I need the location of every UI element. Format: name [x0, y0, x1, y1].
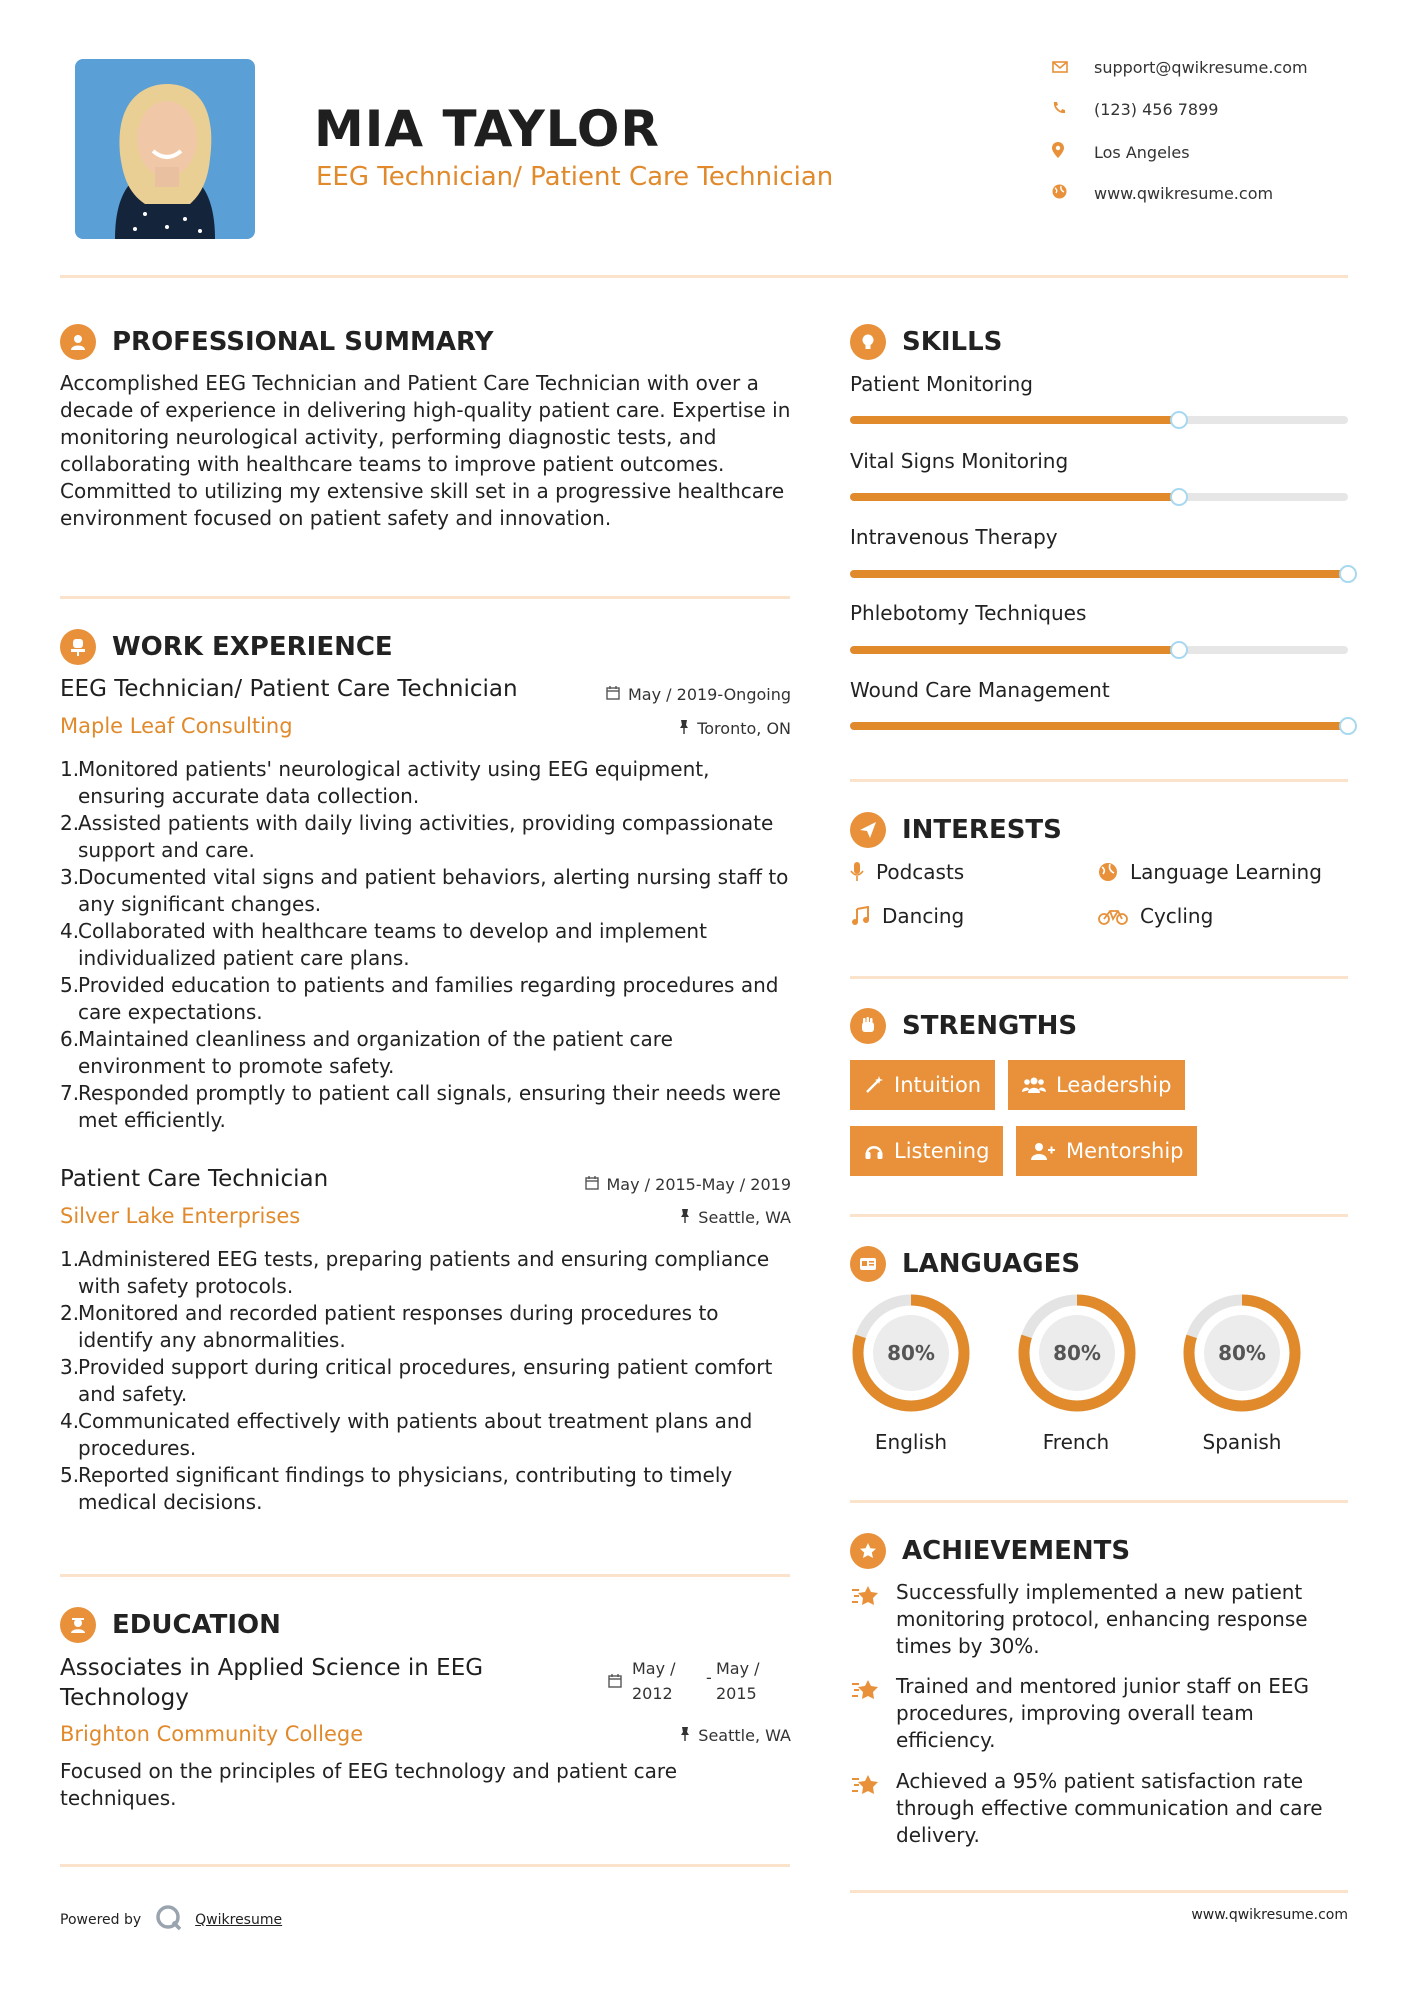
job-1-company: Maple Leaf Consulting — [60, 714, 293, 738]
skill-bar-fill — [850, 493, 1179, 501]
language-ring — [1016, 1292, 1138, 1418]
languages-heading — [850, 1246, 1080, 1282]
experience-divider — [60, 1574, 790, 1577]
language-label: Spanish — [1202, 1430, 1282, 1454]
education-degree — [60, 1653, 483, 1713]
skill-bar-knob — [1339, 565, 1357, 583]
experience-heading — [60, 629, 393, 665]
job-2-dates-text: May / 2015-May / 2019 — [606, 1175, 791, 1194]
skill-label: Intravenous Therapy — [850, 525, 1058, 549]
achievements-divider — [850, 1890, 1348, 1893]
magic-wand-icon — [864, 1075, 884, 1095]
interests-heading-text: INTERESTS — [902, 815, 1062, 845]
languages-heading-text: LANGUAGES — [902, 1249, 1081, 1279]
strengths-divider — [850, 1214, 1348, 1217]
skill-bar-fill — [850, 646, 1179, 654]
skill-bar-knob — [1170, 488, 1188, 506]
job-2-dates — [540, 1175, 791, 1194]
job-1-location-text: Toronto, ON — [697, 719, 791, 738]
language-percent: 80% — [1053, 1341, 1101, 1365]
language-ring — [1181, 1292, 1303, 1418]
education-school: Brighton Community College — [60, 1722, 364, 1746]
strength-pill — [850, 1060, 995, 1110]
headphones-icon — [864, 1141, 884, 1161]
skill-bar — [850, 722, 1348, 730]
strengths-heading-text: STRENGTHS — [902, 1011, 1078, 1041]
graduation-icon — [60, 1607, 96, 1643]
language-ring — [850, 1292, 972, 1418]
skill-bar-fill — [850, 570, 1348, 578]
education-end-month: May / — [716, 1659, 760, 1678]
user-plus-icon — [1030, 1141, 1056, 1161]
music-note-icon — [850, 906, 870, 926]
list-item: Provided support during critical procedures, ensuring patient comfort and safety. — [78, 1355, 773, 1406]
skill-label: Phlebotomy Techniques — [850, 601, 1087, 625]
education-heading — [60, 1607, 281, 1643]
interests-divider — [850, 976, 1348, 979]
pushpin-icon — [680, 1726, 690, 1745]
education-date-dash: - — [706, 1668, 712, 1687]
education-end-date — [716, 1656, 760, 1706]
experience-heading-text: WORK EXPERIENCE — [112, 632, 393, 662]
job-1-dates-text: May / 2019-Ongoing — [628, 685, 791, 704]
job-1-title: EEG Technician/ Patient Care Technician — [60, 676, 518, 702]
skill-label: Patient Monitoring — [850, 372, 1033, 396]
pushpin-icon — [679, 719, 689, 738]
contact-location-text: Los Angeles — [1094, 142, 1190, 162]
pushpin-icon — [680, 1208, 690, 1227]
skill-bar-fill — [850, 416, 1179, 424]
bicycle-icon — [1098, 906, 1128, 926]
interests-heading — [850, 812, 1062, 848]
strength-pill — [1016, 1126, 1197, 1176]
skill-label: Wound Care Management — [850, 678, 1110, 702]
list-item: Provided education to patients and families regarding procedures and care expectations. — [78, 973, 779, 1024]
education-degree-line-2: Technology — [60, 1685, 189, 1711]
list-item: Communicated effectively with patients about treatment plans and procedures. — [78, 1409, 753, 1460]
contact-website[interactable] — [1052, 184, 1273, 203]
footer-powered-by — [60, 1904, 282, 1936]
skill-bar-knob — [1339, 717, 1357, 735]
footer-url[interactable]: www.qwikresume.com — [1191, 1907, 1348, 1923]
id-card-icon — [850, 1246, 886, 1282]
summary-heading-text: PROFESSIONAL SUMMARY — [112, 327, 494, 357]
education-location — [560, 1726, 791, 1745]
contact-phone[interactable] — [1052, 100, 1218, 119]
trophy-star-icon — [850, 1582, 884, 1614]
job-2-location — [560, 1208, 791, 1227]
trophy-star-icon — [850, 1676, 884, 1708]
language-ring-chart — [1016, 1292, 1138, 1414]
job-1-responsibilities — [60, 756, 800, 1134]
group-icon — [1022, 1075, 1046, 1095]
skill-bar-knob — [1170, 411, 1188, 429]
job-2-responsibilities — [60, 1246, 800, 1516]
interest-item — [850, 860, 964, 884]
achievement-item: Achieved a 95% patient satisfaction rate through effective communication and care delivery. — [896, 1769, 1323, 1847]
interest-label: Dancing — [882, 904, 965, 928]
skill-bar-fill — [850, 722, 1348, 730]
list-item: Monitored patients' neurological activity using EEG equipment, ensuring accurate data collection. — [78, 757, 710, 808]
lightbulb-icon — [850, 324, 886, 360]
candidate-name: MIA TAYLOR — [314, 100, 660, 158]
education-divider — [60, 1864, 790, 1867]
interest-label: Cycling — [1140, 904, 1214, 928]
qwikresume-link[interactable]: Qwikresume — [195, 1912, 283, 1928]
skills-heading-text: SKILLS — [902, 327, 1003, 357]
language-ring-chart — [1181, 1292, 1303, 1414]
header-divider — [60, 275, 1348, 278]
achievements-heading-text: ACHIEVEMENTS — [902, 1536, 1131, 1566]
powered-by-text: Powered by — [60, 1912, 142, 1928]
list-item: Documented vital signs and patient behaviors, alerting nursing staff to any significant changes. — [78, 865, 789, 916]
phone-icon — [1052, 100, 1074, 119]
skill-label: Vital Signs Monitoring — [850, 449, 1069, 473]
education-start-year: 2012 — [632, 1684, 673, 1703]
education-heading-text: EDUCATION — [112, 1610, 281, 1640]
list-item: Responded promptly to patient call signals, ensuring their needs were met efficiently. — [78, 1081, 781, 1132]
paper-plane-icon — [850, 812, 886, 848]
star-badge-icon — [850, 1533, 886, 1569]
summary-divider — [60, 596, 790, 599]
job-2-title: Patient Care Technician — [60, 1166, 329, 1192]
education-description: Focused on the principles of EEG technology and patient care techniques. — [60, 1759, 677, 1810]
skills-heading — [850, 324, 1002, 360]
strengths-heading — [850, 1008, 1077, 1044]
calendar-icon — [585, 1175, 599, 1194]
user-icon — [60, 324, 96, 360]
skill-bar — [850, 416, 1348, 424]
language-ring-chart — [850, 1292, 972, 1414]
education-location-text: Seattle, WA — [698, 1726, 791, 1745]
contact-email[interactable] — [1052, 58, 1308, 77]
list-item: Maintained cleanliness and organization of the patient care environment to promote safety. — [78, 1027, 673, 1078]
language-label: French — [1042, 1430, 1110, 1454]
skill-bar — [850, 570, 1348, 578]
envelope-icon — [1052, 58, 1074, 77]
interest-label: Language Learning — [1130, 860, 1322, 884]
globe-icon — [1098, 862, 1118, 882]
job-1-dates — [560, 685, 791, 704]
calendar-icon — [606, 685, 620, 704]
fist-icon — [850, 1008, 886, 1044]
strength-pill — [850, 1126, 1003, 1176]
strength-label: Leadership — [1056, 1073, 1172, 1097]
contact-location — [1052, 142, 1190, 162]
job-2-company: Silver Lake Enterprises — [60, 1204, 301, 1228]
achievement-item: Trained and mentored junior staff on EEG procedures, improving overall team efficiency. — [896, 1674, 1309, 1752]
profile-photo — [75, 59, 255, 239]
briefcase-chair-icon — [60, 629, 96, 665]
candidate-title: EEG Technician/ Patient Care Technician — [316, 162, 834, 192]
contact-email-text: support@qwikresume.com — [1094, 58, 1308, 77]
skills-divider — [850, 779, 1348, 782]
calendar-icon — [608, 1673, 622, 1692]
interest-label: Podcasts — [876, 860, 965, 884]
education-start-month: May / — [632, 1659, 676, 1678]
strength-label: Listening — [894, 1139, 990, 1163]
interest-item — [1098, 860, 1322, 884]
contact-website-text: www.qwikresume.com — [1094, 184, 1274, 203]
summary-heading — [60, 324, 493, 360]
list-item: Monitored and recorded patient responses during procedures to identify any abnormalities. — [78, 1301, 719, 1352]
list-item: Reported significant findings to physicians, contributing to timely medical decisions. — [78, 1463, 733, 1514]
summary-text: Accomplished EEG Technician and Patient Care Technician with over a decade of experience in delivering high-quality patient care. Expertise in monitoring neurological activity, performing diagnostic tests, and collaborating with healthcare teams to improve patient outcomes. Committed to utilizing my extensive skill set in a progressive healthcare environment focused on patient safety and innovation. — [60, 371, 791, 530]
strength-label: Mentorship — [1066, 1139, 1184, 1163]
education-end-year: 2015 — [716, 1684, 757, 1703]
trophy-star-icon — [850, 1771, 884, 1803]
list-item: Assisted patients with daily living activities, providing compassionate support and care. — [78, 811, 774, 862]
contact-phone-text: (123) 456 7899 — [1094, 100, 1219, 119]
job-2-location-text: Seattle, WA — [698, 1208, 791, 1227]
achievement-item: Successfully implemented a new patient monitoring protocol, enhancing response times by 30%. — [896, 1580, 1308, 1658]
language-percent: 80% — [887, 1341, 935, 1365]
interest-item — [850, 904, 964, 928]
education-degree-line-1: Associates in Applied Science in EEG — [60, 1655, 484, 1681]
language-label: English — [874, 1430, 948, 1454]
languages-divider — [850, 1500, 1348, 1503]
education-start-date — [632, 1656, 676, 1706]
map-pin-icon — [1052, 142, 1074, 162]
microphone-icon — [850, 862, 864, 882]
skill-bar — [850, 646, 1348, 654]
list-item: Administered EEG tests, preparing patients and ensuring compliance with safety protocols. — [78, 1247, 770, 1298]
achievements-heading — [850, 1533, 1130, 1569]
list-item: Collaborated with healthcare teams to develop and implement individualized patient care plans. — [78, 919, 707, 970]
interest-item — [1098, 904, 1213, 928]
qwikresume-logo-icon — [155, 1904, 183, 1936]
skill-bar — [850, 493, 1348, 501]
skill-bar-knob — [1170, 641, 1188, 659]
strength-label: Intuition — [894, 1073, 982, 1097]
language-percent: 80% — [1218, 1341, 1266, 1365]
strength-pill — [1008, 1060, 1185, 1110]
job-1-location — [560, 719, 791, 738]
globe-icon — [1052, 184, 1074, 203]
